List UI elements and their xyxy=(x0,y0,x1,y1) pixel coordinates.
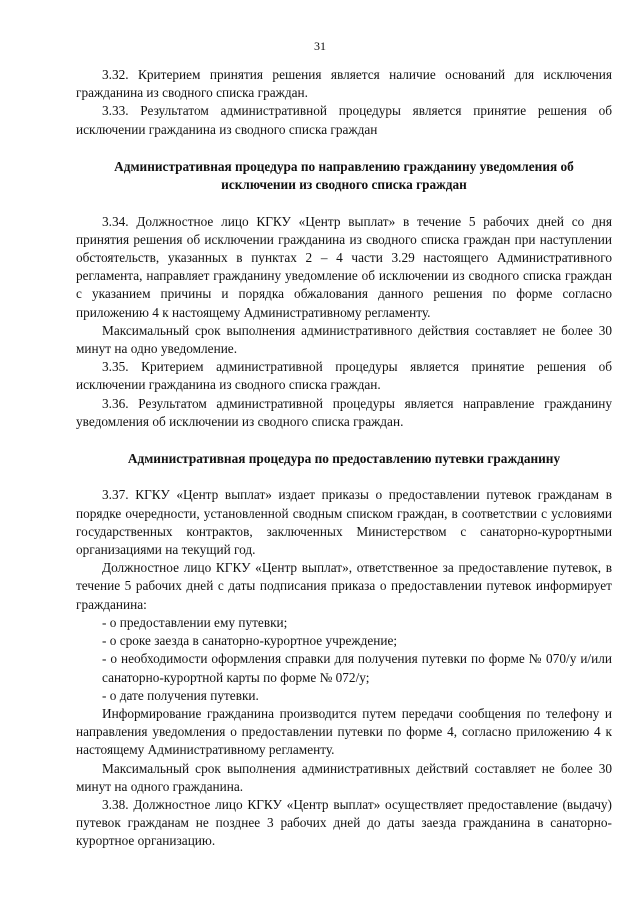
list-item: - о сроке заезда в санаторно-курортное учреждение; xyxy=(102,633,398,649)
spacer xyxy=(76,468,612,486)
paragraph-3-33: 3.33. Результатом административной процедуры является принятие решения об исключении гражданина из сводного списка граждан xyxy=(76,103,612,137)
section-heading-voucher: Административная процедура по предоставлению путевки гражданину xyxy=(127,451,561,467)
paragraph-3-36: 3.36. Результатом административной процедуры является направление гражданину уведомления об исключении из сводного списка граждан. xyxy=(76,395,612,429)
spacer xyxy=(76,431,612,450)
paragraph-informing: Информирование гражданина производится путем передачи сообщения по телефону и направления уведомления о предоставлении путевки по форме 4, согласно приложению 4 к настоящему Административному регламенту. xyxy=(76,705,612,758)
paragraph-max-time-notification: Максимальный срок выполнения административного действия составляет не более 30 минут на одно уведомление. xyxy=(76,322,612,357)
paragraph-responsible-officer: Должностное лицо КГКУ «Центр выплат», ответственное за предоставление путевок, в течение 5 рабочих дней с даты подписания приказа о предоставлении путевок информирует гражданина: xyxy=(76,560,612,612)
paragraph-3-32: 3.32. Критерием принятия решения является наличие оснований для исключения гражданина из сводного списка граждан. xyxy=(76,67,612,101)
spacer xyxy=(76,195,612,213)
spacer xyxy=(76,139,612,158)
paragraph-3-34: 3.34. Должностное лицо КГКУ «Центр выплат» в течение 5 рабочих дней со дня принятия решения об исключении гражданина из сводного списка граждан при наступлении обстоятельств, указанных в пунктах 2 – 4 части 3.29 настоящего Административного регламента, направляет гражданину уведомление об исключении из сводного списка граждан с указанием причины и порядка обжалования данного решения по форме согласно приложению 4 к настоящему Административному регламенту. xyxy=(76,213,612,320)
paragraph-3-35: 3.35. Критерием административной процедуры является принятие решения об исключении гражданина из сводного списка граждан. xyxy=(76,359,612,393)
section-heading-notification: Административная процедура по направлению гражданину уведомления об исключении из сводного списка граждан xyxy=(114,158,574,193)
list-item: - о дате получения путевки. xyxy=(102,687,259,703)
page-number: 31 xyxy=(314,39,326,53)
paragraph-3-38: 3.38. Должностное лицо КГКУ «Центр выплат» осуществляет предоставление (выдачу) путевок гражданам не позднее 3 рабочих дней до даты заезда гражданина в санаторно-курортное организацию. xyxy=(76,796,612,849)
paragraph-3-37: 3.37. КГКУ «Центр выплат» издает приказы о предоставлении путевок гражданам в порядке очередности, установленной сводным списком граждан, в соответствии с условиями государственных контрактов, заключенных Министерством с санаторно-курортными организациями на текущий год. xyxy=(76,487,612,558)
document-body xyxy=(76,66,612,851)
paragraph-max-time-citizen: Максимальный срок выполнения административных действий составляет не более 30 минут на одного гражданина. xyxy=(76,760,612,794)
list-item: - о предоставлении ему путевки; xyxy=(102,614,288,630)
list-item: - о необходимости оформления справки для получения путевки по форме № 070/у и/или санаторно-курортной карты по форме № 072/у; xyxy=(102,651,612,685)
